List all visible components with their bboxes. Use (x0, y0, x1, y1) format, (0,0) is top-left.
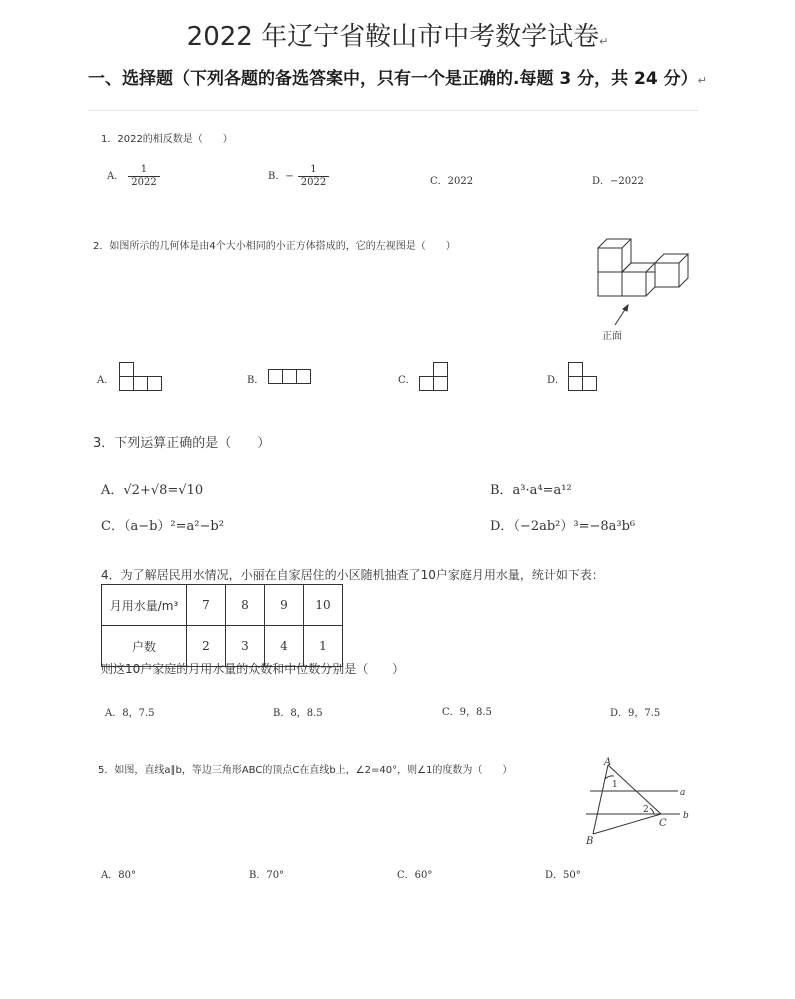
q2-stem: 2．如图所示的几何体是由4个大小相同的小正方体搭成的，它的左视图是（ ） (93, 241, 456, 252)
table-cell: 9 (265, 585, 304, 626)
q5-option-b: B．70° (249, 870, 285, 881)
table-header-cell: 月用水量/m³ (102, 585, 187, 626)
q4-data-table (101, 584, 343, 667)
q2-option-b-view (268, 369, 314, 385)
q2-option-c-label: C． (398, 375, 416, 386)
table-cell: 8 (226, 585, 265, 626)
table-cell: 3 (226, 626, 265, 667)
paragraph-mark: ↵ (599, 35, 609, 48)
table-cell: 2 (187, 626, 226, 667)
label-vertex-c: C (659, 818, 667, 829)
q2-option-a-view (119, 362, 165, 392)
paragraph-mark: ↵ (697, 74, 707, 87)
table-cell: 1 (304, 626, 343, 667)
label-vertex-a: A (604, 757, 612, 768)
q3-option-d: D．（−2ab²）³=−8a³b⁶ (490, 519, 636, 534)
q4-option-c: C．9，8.5 (442, 707, 492, 718)
q5-option-a: A．80° (101, 870, 136, 881)
q1-option-c: C．2022 (430, 176, 474, 187)
divider (88, 110, 698, 111)
label-vertex-b: B (586, 836, 594, 847)
q4-option-d: D．9，7.5 (610, 708, 661, 719)
label-angle-1: 1 (612, 780, 618, 790)
q5-stem: 5．如图，直线a∥b，等边三角形ABC的顶点C在直线b上，∠2=40°，则∠1的度数为（ ） (98, 765, 513, 776)
table-header-cell: 户数 (102, 626, 187, 667)
q1-option-b: B．− $\frac{1}{2022}$ (268, 164, 329, 189)
table-row (102, 585, 343, 626)
q1-option-a: A． $\frac{1}{2022}$ (107, 164, 160, 189)
section-heading: 一、选择题（下列各题的备选答案中，只有一个是正确的.每题 3 分，共 24 分）↵ (88, 69, 707, 89)
q1-option-d: D．−2022 (592, 176, 644, 187)
q3-option-c: C．（a−b）²=a²−b² (101, 519, 224, 534)
q4-option-a: A．8，7.5 (105, 708, 155, 719)
table-cell: 10 (304, 585, 343, 626)
q4-option-b: B．8，8.5 (273, 708, 323, 719)
label-line-a: a (680, 788, 686, 798)
table-cell: 7 (187, 585, 226, 626)
label-angle-2: 2 (643, 805, 649, 815)
q4-stem: 4．为了解居民用水情况，小丽在自家居住的小区随机抽查了10户家庭月用水量，统计如下表： (101, 568, 604, 582)
q2-option-b-label: B． (247, 375, 265, 386)
q2-option-d-view (568, 362, 600, 392)
q2-option-a-label: A． (97, 375, 115, 386)
label-line-b: b (683, 811, 689, 821)
q2-option-d-label: D． (547, 375, 566, 386)
page-title: 2022 年辽宁省鞍山市中考数学试卷↵ (186, 22, 609, 52)
q2-option-c-view (419, 362, 451, 392)
q3-stem: 3．下列运算正确的是（ ） (93, 436, 271, 451)
q3-option-b: B．a³·a⁴=a¹² (490, 483, 572, 498)
q1-stem: 1．2022的相反数是（ ） (101, 134, 233, 145)
q5-option-c: C．60° (397, 870, 433, 881)
q3-option-a: A．√2+√8=√10 (101, 483, 204, 498)
q5-option-d: D．50° (545, 870, 581, 881)
q2-front-label: 正面 (602, 331, 622, 342)
q5-triangle-figure (580, 758, 695, 848)
table-cell: 4 (265, 626, 304, 667)
q4-tail: 则这10户家庭的月用水量的众数和中位数分别是（ ） (101, 662, 405, 676)
